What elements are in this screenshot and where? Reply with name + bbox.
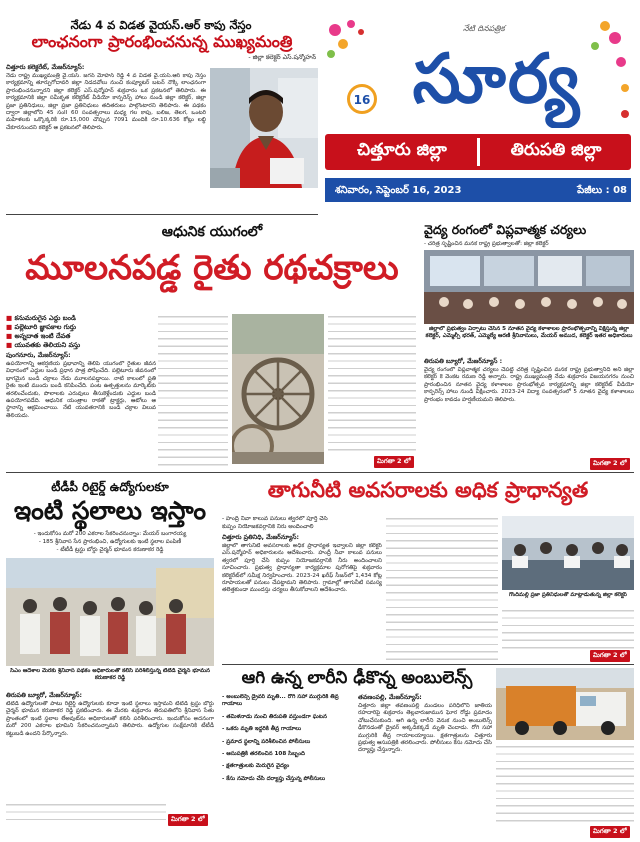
- divider-mid: [6, 472, 634, 473]
- edition-right: తిరుపతి జిల్లా: [510, 140, 602, 160]
- story-headline: ఇంటి స్థలాలు ఇస్తాం: [13, 496, 207, 525]
- anniversary-badge: [347, 84, 377, 114]
- edition-left: చిత్తూరు జిల్లా: [357, 140, 447, 160]
- medical-college-photo: [424, 250, 634, 324]
- story-body: చిత్తూరు జిల్లా తవణంపల్లి మండలం పరిధిలోని జాతీయ రహదారిపై శుక్రవారం తెల్లవారుజామున ఘోర రోడ్డు ప్రమాదం చోటుచేసుకుంది. ఆగి ఉన్న లారీని వెనుక నుంచి అంబులెన్స్ ఢీకొనడంతో డ్రైవర్ అక్కడికక్కడే మృతి చెందాడు. రోగి సహా ముగ్గురికి తీవ్ర గాయాలయ్యాయి. క్షతగాత్రులను చిత్తూరు ప్రభుత్వ ఆసుపత్రికి తరలించారు. పోలీసులు కేసు నమోదు చేసి దర్యాప్తు చేస్తున్నారు.: [358, 703, 492, 754]
- story-bullets: [6, 314, 156, 350]
- photo-caption: జిల్లాలో ప్రభుత్వం ఏర్పాటు చేసిన 5 నూతన వైద్య కళాశాలల ప్రారంభోత్సవాన్ని వీక్షిస్తున్న జిల్లా కలెక్టర్, ఎమ్మెల్సీ భరత్, ఎమ్మెల్యే ఆరణి శ్రీనివాసులు, మేయర్ అముద, కలెక్టర్ ఇతర అధికారులు: [425, 326, 633, 340]
- bullet-item: ■ పల్లెటూరి జ్ఞాపకాల గుర్తు: [6, 323, 76, 331]
- issue-date: శనివారం, సెప్టెంబర్ 16, 2023: [335, 185, 462, 196]
- story-subheads: [6, 530, 214, 554]
- subhead-line: - హంద్రీ నీవా కాలువ పనులు త్వరలో పూర్తి చేసి: [222, 516, 328, 522]
- page-count: పేజీలు : 08: [577, 185, 627, 196]
- story-body: టీటీడీ ఉద్యోగులతో పాటు రిటైర్డ్ ఉద్యోగులకు కూడా ఇంటి స్థలాలు ఇస్తామని టీటీడీ ట్రస్టు బోర్డు చైర్మన్ భూమన కరుణాకర రెడ్డి ప్రకటించారు. ఈ మేరకు శుక్రవారం తిరుపతిలోని శ్రీనివాస సేతు ప్రాంతంలో ఇంటి స్థలాల లేఅవుట్‌ను అధికారులతో కలిసి పరిశీలించారు. ఇందుకోసం అదనంగా మరో 200 ఎకరాల భూమిని సేకరించనున్నామని తెలిపారు. ఉద్యోగుల సంక్షేమానికి టీటీడీ కట్టుబడి ఉందని పేర్కొన్నారు.: [6, 701, 214, 737]
- accident-photo: [496, 668, 634, 740]
- story-bullets: [222, 694, 354, 838]
- masthead-tagline: నేటి దినపత్రిక: [463, 24, 505, 33]
- story-dateline: పుంగనూరు, మేజర్‌న్యూస్:: [6, 352, 71, 359]
- masthead-title: సూర్య: [412, 40, 582, 119]
- story-body: ఉపయోగాన్ని ఆకర్షణీయ ప్రభావాన్ని తెలిపే యుగంలో రైతుల జీవన విధానంలో ఎద్దుల బండి ప్రధాన పాత్ర పోషించేది. పల్లెటూరు జీవనంలో భాగమైన బండి చక్రాలు నేడు మూలనపడ్డాయి. నాటి కాలంలో ప్రతి రైతు ఇంటి ముందు బండి కనిపించేది. పంట ఉత్పత్తులను మార్కెట్‌కు తరలించేందుకు, పొలాలకు ఎరువులు తీసుకెళ్లేందుకు ఎద్దుల బండి ఉపయోగపడేది. ఆధునిక యంత్రాల రాకతో ట్రాక్టర్లు, ఆటోలు ఆ స్థానాన్ని ఆక్రమించాయి. నేటి యువతరానికి బండి చక్రాల విలువ తెలియదు.: [6, 361, 156, 419]
- continued-badge: మిగతా 2 లో: [590, 826, 630, 838]
- photo-caption: గొందిమల్లి ప్రజా ప్రతినిధులతో మాట్లాడుతున్న జిల్లా కలెక్టర్: [508, 592, 627, 598]
- continued-badge: మిగతా 2 లో: [374, 456, 414, 468]
- story-taguneeru: [222, 478, 634, 662]
- masthead: [325, 18, 631, 216]
- story-body: నేడు రాష్ట్ర ముఖ్యమంత్రి వై.యస్. జగన్ మోహన్ రెడ్డి 4 వ విడత వై.యస్.ఆర్ కాపు నేస్తం కార్యక్రమాన్ని తూర్పుగోదావరి జిల్లా నిడదవోలు నుంచి కంప్యూటర్ బటన్ నొక్కి లాంఛనంగా ప్రారంభించనున్నారని జిల్లా కలెక్టర్ ఎస్.షన్మోహన్ శుక్రవారం ఒక ప్రకటనలో తెలిపారు. ఈ కార్యక్రమానికి జిల్లా సమీకృత కలెక్టరేట్ వీడియో కాన్ఫరెన్స్ హాలు నుండి జిల్లా కలెక్టర్, జిల్లా ప్రజా ప్రతినిధులు, జిల్లా ప్రజా ప్రతినిధులు తదితరులు పాల్గొంటారని తెలిపారు. ఈ పథకం ద్వారా జిల్లాలోని 45 సంII 60 సంవత్సరాలు మధ్య గల కాపు, బలిజ, తెలగ, ఒంటరి మహిళలకు ఒక్కొక్కరికి రూ.15,000 చొప్పున 7091 మందికి రూ.10.636 కోట్లు లబ్ధి చేకూరనుందని కలెక్టర్ ఆ ప్రకటనలో తెలిపారు.: [6, 73, 206, 131]
- date-bar: [325, 178, 631, 202]
- story-subhead: - చరిత్ర సృష్టించిన మనక రాష్ట్ర ప్రభుత్వాలతో: జిల్లా కలెక్టర్: [424, 241, 549, 247]
- photo-caption: సీఎం ఆదేశాల మేరకు శ్రీనివాస పథకం అధికారులతో కలిసి పరిశీలిస్తున్న టీటీడీ చైర్మన్ భూమన కరుణాకర రెడ్డి: [10, 668, 210, 682]
- meeting-image: [502, 516, 634, 590]
- subhead-line: కుప్పం నియోజకవర్గానికి నీరు అందించాలి: [222, 523, 314, 530]
- subhead-line: - ఇందుకోసం మరో 200 ఎకరాల సేకరించనున్నాం: మేయర్ బంగారయ్య: [33, 531, 187, 537]
- bullet-item: - క్షతగాత్రులకు మెరుగైన వైద్యం: [222, 763, 290, 770]
- story-headline: మూలనపడ్డ రైతు రథచక్రాలు: [25, 248, 399, 288]
- bullet-item: - ప్రమాద స్థలాన్ని పరిశీలించిన పోలీసులు: [222, 738, 311, 745]
- site-inspection-image: [6, 558, 214, 666]
- story-body-col3: [496, 744, 634, 824]
- continued-badge: మిగతా 2 లో: [168, 814, 208, 826]
- cart-wheel-image: [232, 314, 324, 464]
- story-dateline: తవణంపల్లి, మేజర్‌న్యూస్:: [358, 694, 422, 701]
- bullet-item: - అంబులెన్స్ డ్రైవర్ మృతి... రోగి సహా ముగ్గురికి తీవ్ర గాయాలు: [222, 694, 339, 708]
- story-dateline: చిత్తూరు కలెక్టరేట్, మేజర్‌న్యూస్:: [6, 64, 85, 71]
- story-body-col4: [328, 314, 416, 454]
- collector-portrait-image: [210, 68, 318, 188]
- bullet-item: - కేసు నమోదు చేసి దర్యాప్తు చేస్తున్న పోలీసులు: [222, 775, 326, 782]
- story-body-col2: [158, 314, 228, 466]
- divider-lower: [222, 664, 634, 665]
- story-body: వైద్య రంగంలో విప్లవాత్మక చర్యలు చేపట్టి చరిత్ర సృష్టించిన మనక రాష్ట్ర ప్రభుత్వానిది అని జిల్లా కలెక్టర్ కె వెంకట రమణ రెడ్డి అన్నారు. రాష్ట్ర ముఖ్యమంత్రి నేడు శుక్రవారం విజయనగరం నుంచి ప్రారంభించిన నూతన వైద్య కళాశాలల ప్రారంభోత్సవ కార్యక్రమాన్ని జిల్లా కలెక్టరేట్ వీడియో కాన్ఫరెన్స్ హాలు నుండి వీక్షించారు. 2023-24 విద్యా సంవత్సరంలో 5 నూతన వైద్య కళాశాలలు ప్రారంభం కావడం హర్షణీయమని తెలిపారు.: [424, 367, 634, 403]
- edition-divider: [477, 138, 480, 166]
- subhead-line: - టీటీడీ ట్రస్టు బోర్డు చైర్మన్ భూమన కరుణాకర రెడ్డి: [56, 547, 164, 553]
- story-tdp: [6, 478, 214, 834]
- bullet-item: ■ అన్నదాత ఇంటి దేవత: [6, 332, 71, 340]
- video-conference-image: [424, 250, 634, 324]
- collector-photo: [210, 68, 318, 188]
- story-rythu: [6, 222, 418, 468]
- bullet-item: ■ కనుమరుగైన ఎద్దు బండి: [6, 314, 76, 322]
- story-body-col4: [502, 608, 634, 652]
- subhead-line: - 185 శ్రీనివాస సేన ప్రారంభించి, ఉద్యోగులకు ఇంటి స్థలాల పంపిణీ: [38, 539, 182, 545]
- story-kicker: నేడు 4 వ విడత వైయస్.ఆర్ కాపు నేస్తం: [70, 18, 252, 32]
- bullet-item: ■ యువతకు తెలియని వస్తు: [6, 341, 81, 349]
- continued-badge: మిగతా 2 లో: [590, 650, 630, 662]
- ambulance-lorry-image: [496, 668, 634, 740]
- story-body: జిల్లాలో తాగునీటి అవసరాలకు అధిక ప్రాధాన్యత ఇవ్వాలని జిల్లా కలెక్టర్ ఎస్.షన్మోహన్ అధికారులను ఆదేశించారు. హంద్రీ నీవా కాలువ పనులు త్వరలో పూర్తి చేసి కుప్పం నియోజకవర్గానికి నీరు అందించాలని సూచించారు. ప్రభుత్వ ప్రాధాన్యతా కార్యక్రమాల పురోగతిపై శుక్రవారం కలెక్టరేట్‌లో సమీక్ష నిర్వహించారు. 2023-24 ఖరీఫ్ సీజన్‌లో 1,434 కోట్ల రూపాయలతో పనులు చేపట్టామని తెలిపారు. గ్రామాల్లో తాగునీటి సమస్య తలెత్తకుండా ముందస్తు చర్యలు తీసుకోవాలని ఆదేశించారు.: [222, 543, 382, 594]
- cart-wheel-photo: [232, 314, 324, 464]
- review-meeting-photo: [502, 516, 634, 590]
- divider-top: [6, 214, 318, 215]
- edition-banner: [325, 134, 631, 170]
- story-kapu-nestham: [6, 18, 318, 210]
- story-ambulance: [222, 668, 634, 838]
- story-subhead: [222, 516, 382, 531]
- story-body-col2: [386, 516, 498, 662]
- story-headline: వైద్య రంగంలో విప్లవాత్మక చర్యలు: [424, 222, 587, 237]
- story-dateline: తిరుపతి బ్యూరో, మేజర్‌న్యూస్:: [6, 692, 82, 699]
- story-dateline: తిరుపతి బ్యూరో, మేజర్‌న్యూస్ :: [424, 358, 503, 365]
- story-headline: తాగునీటి అవసరాలకు అధిక ప్రాధాన్యత: [267, 478, 589, 502]
- ttd-site-photo: [6, 558, 214, 666]
- bullet-item: - ఒకరు మృతి ఇద్దరికి తీవ్ర గాయాలు: [222, 726, 302, 733]
- story-headline: లాంఛనంగా ప్రారంభించనున్న ముఖ్యమంత్రి: [31, 32, 293, 51]
- story-dateline: చిత్తూరు ప్రతినిధి, మేజర్‌న్యూస్:: [222, 534, 299, 541]
- anniversary-number: 16: [353, 93, 371, 107]
- bullet-item: - తమిళనాడు నుంచి తిరుపతి వస్తుండగా ఘటన: [222, 713, 327, 720]
- story-kicker: ఆధునిక యుగంలో: [161, 224, 263, 240]
- continued-badge: మిగతా 2 లో: [590, 458, 630, 470]
- story-headline: ఆగి ఉన్న లారీని ఢీకొన్న అంబులెన్స్: [241, 668, 473, 688]
- story-kicker: టీడీపీ రిటైర్డ్ ఉద్యోగులకూ: [51, 480, 169, 494]
- story-subhead: - జిల్లా కలెక్టర్ ఎస్.షన్మోహన్: [248, 54, 316, 61]
- story-body-cont: [6, 802, 166, 824]
- story-vaidya: [424, 222, 634, 468]
- bullet-item: - ఆసుపత్రికి తరలించిన 108 సిబ్బంది: [222, 751, 305, 758]
